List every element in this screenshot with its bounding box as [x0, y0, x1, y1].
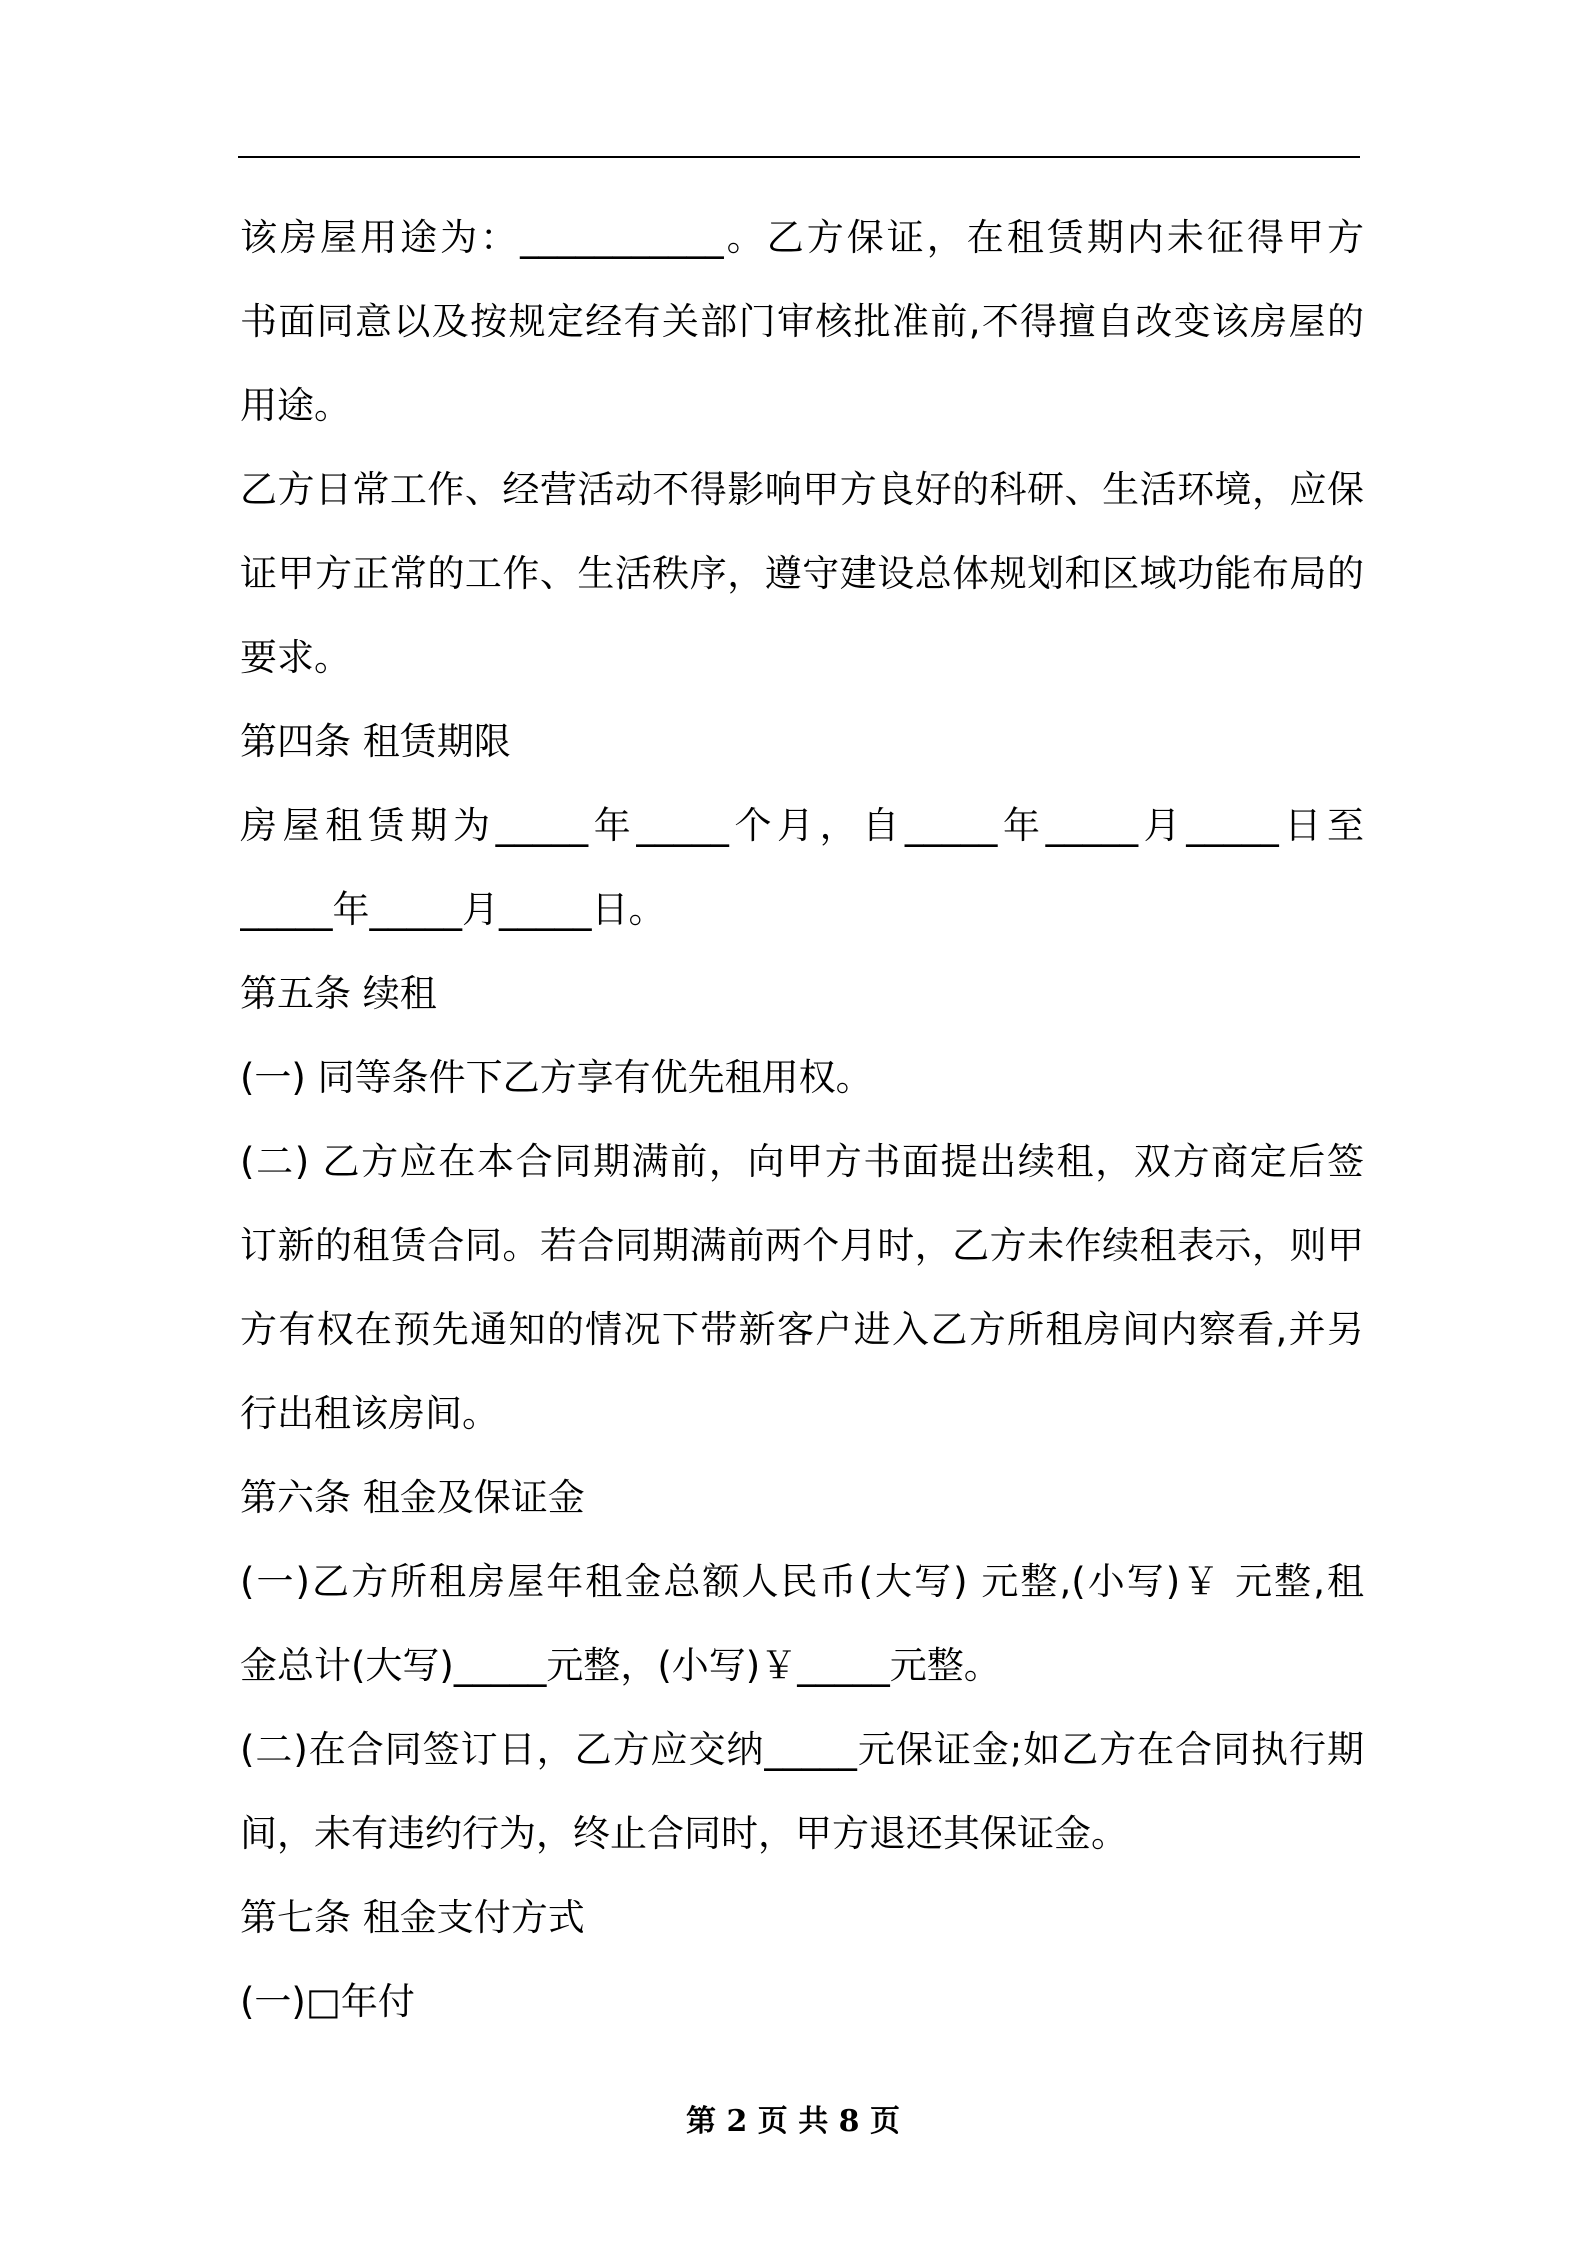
section-heading: 第四条 租赁期限	[240, 720, 511, 763]
paragraph-line: 书面同意以及按规定经有关部门审核批准前,不得擅自改变该房屋的	[240, 300, 1364, 343]
document-body	[240, 196, 1364, 2044]
paragraph-line: 间，未有违约行为，终止合同时，甲方退还其保证金。	[240, 1812, 1128, 1855]
paragraph-line: 用途。	[240, 384, 351, 427]
paragraph-line: (一)乙方所租房屋年租金总额人民币(大写) 元整,(小写)￥ 元整,租	[240, 1560, 1364, 1603]
paragraph-line: 行出租该房间。	[240, 1392, 499, 1435]
paragraph-line: 乙方日常工作、经营活动不得影响甲方良好的科研、生活环境，应保	[240, 468, 1364, 511]
paragraph-line: (一)□年付	[240, 1980, 415, 2023]
paragraph-line: 该房屋用途为：___________。乙方保证，在租赁期内未征得甲方	[240, 216, 1364, 259]
paragraph-line: 订新的租赁合同。若合同期满前两个月时，乙方未作续租表示，则甲	[240, 1224, 1364, 1267]
paragraph-line: 证甲方正常的工作、生活秩序，遵守建设总体规划和区域功能布局的	[240, 552, 1364, 595]
header-rule	[238, 156, 1360, 158]
paragraph-line: (二)在合同签订日，乙方应交纳_____元保证金;如乙方在合同执行期	[240, 1728, 1364, 1771]
paragraph-line: (二) 乙方应在本合同期满前，向甲方书面提出续租，双方商定后签	[240, 1140, 1364, 1183]
page-number-footer: 第 2 页 共 8 页	[686, 2104, 900, 2139]
paragraph-line: (一) 同等条件下乙方享有优先租用权。	[240, 1056, 873, 1099]
paragraph-line: 方有权在预先通知的情况下带新客户进入乙方所租房间内察看,并另	[240, 1308, 1364, 1351]
paragraph-line: 金总计(大写)_____元整，(小写)￥_____元整。	[240, 1644, 1001, 1687]
paragraph-line: 房屋租赁期为_____年_____个月，自_____年_____月_____日至	[240, 804, 1364, 847]
paragraph-line: _____年_____月_____日。	[240, 888, 666, 931]
section-heading: 第六条 租金及保证金	[240, 1476, 585, 1519]
paragraph-line: 要求。	[240, 636, 351, 679]
section-heading: 第五条 续租	[240, 972, 437, 1015]
section-heading: 第七条 租金支付方式	[240, 1896, 585, 1939]
